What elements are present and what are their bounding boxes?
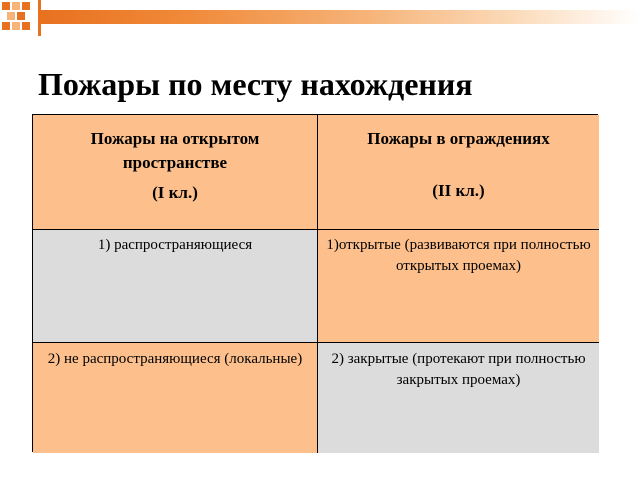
- decorative-square: [12, 2, 20, 10]
- cell-text: 2) не распространяющиеся (локальные): [47, 351, 303, 367]
- classification-table: [32, 114, 598, 452]
- header-open-space-label: Пожары на открытом пространстве: [90, 129, 260, 172]
- header-enclosures-label: Пожары в ограждениях: [367, 129, 550, 148]
- decorative-square: [2, 2, 10, 10]
- decorative-gradient-bar: [38, 10, 640, 24]
- decorative-header-band: [0, 0, 640, 36]
- cell-text: 2) закрытые (протекают при полностью закрытых проемах): [331, 351, 586, 388]
- slide-title: Пожары по месту нахождения: [38, 66, 473, 102]
- table-cell: [317, 342, 599, 453]
- header-enclosures: [317, 115, 599, 229]
- header-open-space-class: (I кл.): [152, 183, 198, 202]
- decorative-square: [2, 22, 10, 30]
- header-enclosures-class: (II кл.): [432, 181, 485, 200]
- table-cell: [33, 229, 317, 342]
- cell-text: 1)открытые (развиваются при полностью открытых проемах): [326, 237, 591, 274]
- decorative-square: [17, 12, 25, 20]
- table-cell: [317, 229, 599, 342]
- decorative-square: [22, 22, 30, 30]
- cell-text: 1) распространяющиеся: [97, 237, 253, 253]
- decorative-square: [22, 2, 30, 10]
- decorative-square: [7, 12, 15, 20]
- table-cell: [33, 342, 317, 453]
- header-open-space: [33, 115, 317, 229]
- decorative-square: [12, 22, 20, 30]
